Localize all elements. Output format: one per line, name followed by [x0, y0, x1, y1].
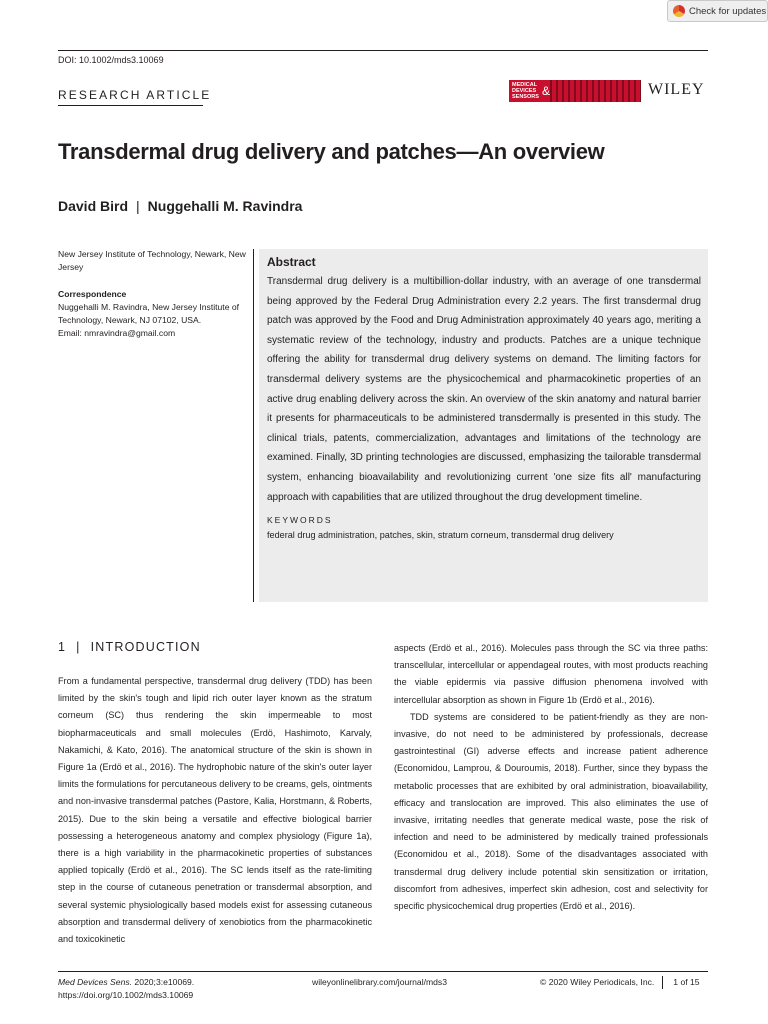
article-type-underline	[58, 105, 203, 106]
journal-logo-text: MEDICAL DEVICES SENSORS	[512, 82, 539, 100]
section-title: INTRODUCTION	[90, 640, 201, 654]
section-separator: |	[76, 640, 81, 654]
author-name[interactable]: David Bird	[58, 198, 129, 214]
body-paragraph: From a fundamental perspective, transdermal drug delivery (TDD) has been limited by the skin's tough and lipid rich outer layer known as the stratum corneum (SC) thus rendering the skin impermeable to most biopharmaceuticals and small molecules (Erdö, Hashimoto, Karvaly, Nakamichi, & Kato, 2016). The anatomical structure of the skin is shown in Figure 1a (Erdö et al., 2016). The hydrophobic nature of the skin's outer layer limits the formulations for percutaneous delivery to be creams, gels, ointments and non-invasive transdermal patches (Pastore, Kalia, Horstmann, & Roberts, 2015). Due to the skin being a versatile and effective biological barrier possessing a heterogeneous anatomy and complex physiology (Figure 1a), there is a high variability in the pharmacokinetic properties of substances applied topically (Erdö et al., 2016). The SC lends itself as the rate-limiting step in the course of cutaneous penetration or transdermal absorption, and several systemic physiologically based models exist for assessing cutaneous absorption and transdermal delivery of xenobiotics from the pharmacokinetic and toxicokinetic	[58, 676, 372, 945]
footer-doi-link[interactable]: https://doi.org/10.1002/mds3.10069	[58, 990, 194, 1000]
body-column-left	[58, 673, 372, 948]
doi: DOI: 10.1002/mds3.10069	[58, 55, 164, 65]
footer-citation	[58, 976, 194, 1002]
keywords-label: KEYWORDS	[267, 515, 333, 526]
correspondence-text: Nuggehalli M. Ravindra, New Jersey Institute of Technology, Newark, NJ 07102, USA.	[58, 302, 240, 325]
check-for-updates-label: Check for updates	[689, 5, 767, 17]
affiliation: New Jersey Institute of Technology, Newark, New Jersey	[58, 249, 246, 272]
correspondence-email[interactable]: Email: nmravindra@gmail.com	[58, 328, 176, 338]
abstract-box	[259, 249, 708, 602]
footer-rule	[58, 971, 708, 972]
body-paragraph: aspects (Erdö et al., 2016). Molecules pass through the SC via three paths: transcellular, intercellular or appendageal routes, with most products reaching the viable epidermis via passive diffusion phenomena involved with intercellular absorption as shown in Figure 1b (Erdö et al., 2016).	[394, 643, 708, 705]
keywords-text: federal drug administration, patches, skin, stratum corneum, transdermal drug delivery	[267, 530, 614, 541]
citation-details: 2020;3:e10069.	[132, 977, 195, 987]
body-column-right	[394, 640, 708, 915]
journal-logo-amp: &	[542, 84, 551, 98]
abstract-heading: Abstract	[267, 255, 316, 269]
check-for-updates-button[interactable]	[667, 0, 768, 22]
article-type: RESEARCH ARTICLE	[58, 88, 212, 102]
correspondence	[58, 288, 248, 340]
section-number: 1	[58, 640, 67, 654]
abstract-divider	[253, 249, 254, 602]
publisher-logo[interactable]: WILEY	[648, 81, 705, 98]
section-heading	[58, 640, 201, 654]
correspondence-label: Correspondence	[58, 289, 127, 299]
top-rule	[58, 50, 708, 51]
footer-right	[540, 976, 700, 989]
copyright: © 2020 Wiley Periodicals, Inc.	[540, 977, 655, 987]
body-paragraph: TDD systems are considered to be patient-friendly as they are non-invasive, do not need to be administered by professionals, decrease gastrointestinal (GI) adverse effects and increase patient adherence (Economidou, Lamprou, & Douroumis, 2018). Further, since they bypass the metabolic processes that are exhibited by oral administration, bioavailability, efficacy and translocation are improved. This also eliminates the use of invasive, irritating needles that generate medical waste, pose the risk of infection and need to be administered by medically trained professionals (Economidou et al., 2018). Some of the disadvantages associated with transdermal drug delivery include potential skin sensitization or irritation, discomfort from adhesives, imperfect skin adhesion, cost and selectivity for specific physicochemical drug properties (Erdö et al., 2016).	[394, 711, 708, 912]
author-separator: |	[136, 198, 140, 214]
abstract-text: Transdermal drug delivery is a multibillion-dollar industry, with an average of one transdermal being approved by the Federal Drug Administration every 2.2 years. The first transdermal drug patch was approved by the Food and Drug Administration approximately 40 years ago, meriting a systematic review of the technology, industry and products. Patches are a unique technique offering the ability for transdermal drug delivery systems on demand. The limiting factors for transdermal delivery systems are the physicochemical and pharmacokinetic properties of an active drug enabling delivery across the skin. An overview of the skin anatomy and natural barrier it presents for pharmaceuticals to be administered transdermally is presented in this study. The clinical trials, patents, commercialization, advantages and limitations of the technology are examined. Finally, 3D printing technologies are discussed, emphasizing the tailorable transdermal system, enhancing bioavailability and revolutionizing current 'one size fits all' manufacturing approach with capabilities that are utilized throughout the drug development timeline.	[267, 276, 701, 503]
page-number: 1 of 15	[662, 976, 699, 989]
crossmark-icon	[673, 5, 685, 17]
author-name[interactable]: Nuggehalli M. Ravindra	[147, 198, 303, 214]
author-list	[58, 198, 302, 214]
article-title: Transdermal drug delivery and patches—An overview	[58, 139, 605, 164]
journal-logo-art	[550, 80, 641, 102]
footer-website-link[interactable]: wileyonlinelibrary.com/journal/mds3	[312, 977, 448, 987]
journal-abbrev: Med Devices Sens.	[58, 977, 133, 987]
journal-logo[interactable]	[509, 80, 641, 102]
